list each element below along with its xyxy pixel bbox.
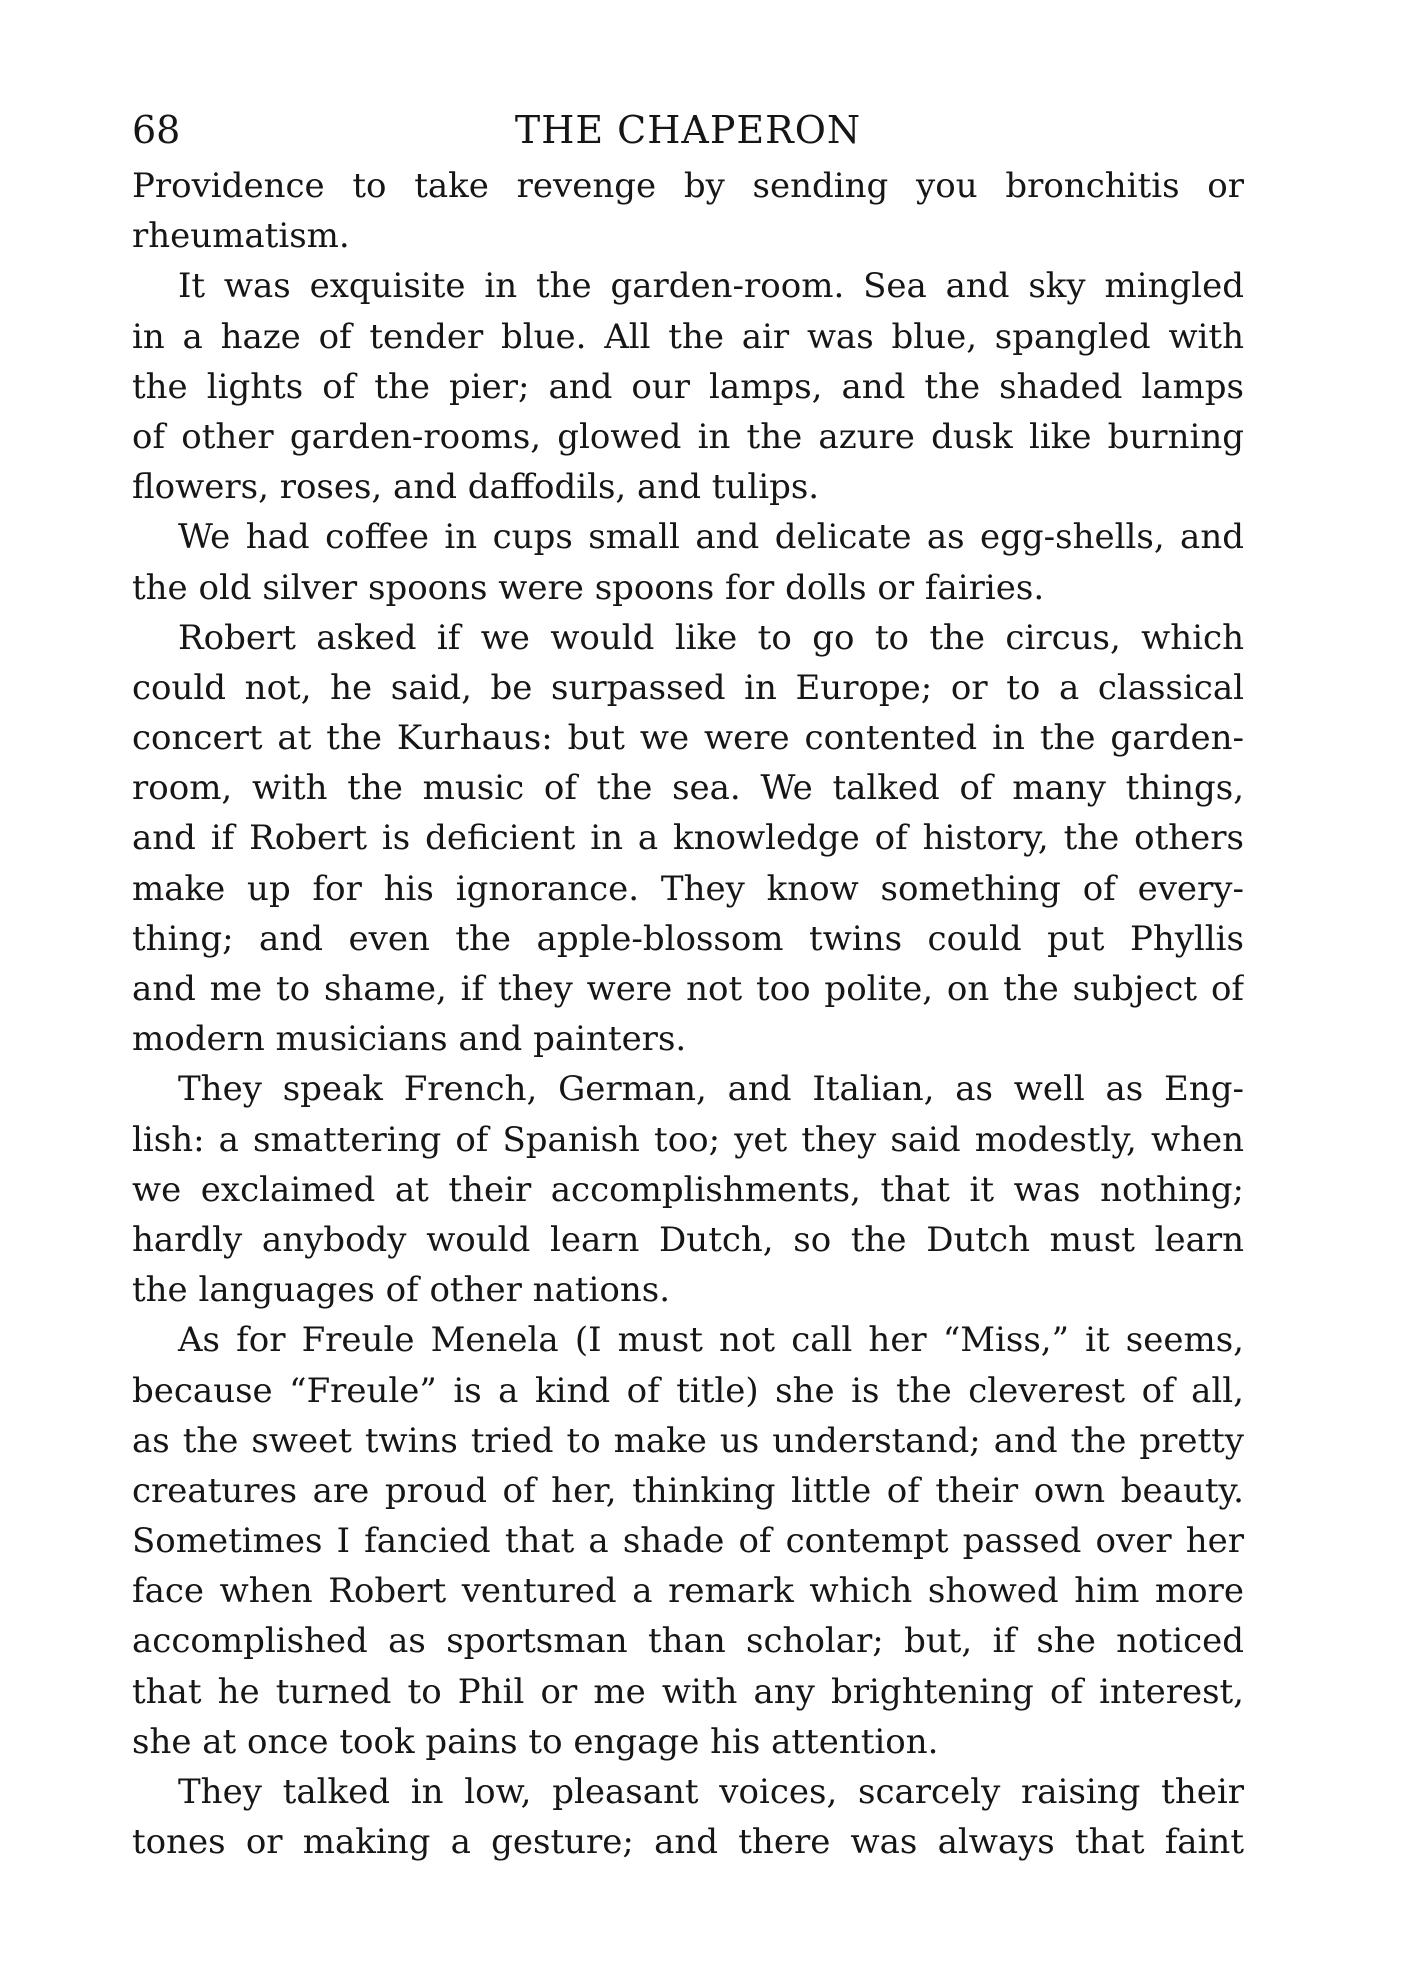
text-line: face when Robert ventured a remark which showed him more bbox=[132, 1571, 1244, 1612]
text-line: and if Robert is deficient in a knowledge of history, the others bbox=[132, 818, 1244, 859]
text-line: make up for his ignorance. They know something of every- bbox=[132, 868, 1244, 909]
text-line: accomplished as sportsman than scholar; but, if she noticed bbox=[132, 1621, 1244, 1662]
text-line: that he turned to Phil or me with any brightening of interest, bbox=[132, 1671, 1244, 1712]
text-line: They talked in low, pleasant voices, scarcely raising their bbox=[178, 1772, 1244, 1812]
text-line: They speak French, German, and Italian, as well as Eng- bbox=[178, 1069, 1244, 1110]
text-line: concert at the Kurhaus: but we were contented in the garden- bbox=[132, 718, 1244, 759]
text-line: in a haze of tender blue. All the air was blue, spangled with bbox=[132, 316, 1244, 357]
page-header bbox=[132, 102, 1244, 158]
text-line: room, with the music of the sea. We talked of many things, bbox=[132, 768, 1244, 809]
text-line: she at once took pains to engage his attention. bbox=[132, 1721, 939, 1762]
text-line: the old silver spoons were spoons for dolls or fairies. bbox=[132, 567, 1045, 608]
text-line: because “Freule” is a kind of title) she is the cleverest of all, bbox=[132, 1370, 1244, 1411]
text-line: the languages of other nations. bbox=[132, 1270, 671, 1311]
text-line: as the sweet twins tried to make us understand; and the pretty bbox=[132, 1420, 1244, 1461]
text-line: As for Freule Menela (I must not call her “Miss,” it seems, bbox=[178, 1320, 1244, 1361]
text-line: could not, he said, be surpassed in Europe; or to a classical bbox=[132, 667, 1244, 708]
text-line: and me to shame, if they were not too polite, on the subject of bbox=[132, 969, 1244, 1009]
text-line: of other garden-rooms, glowed in the azure dusk like burning bbox=[132, 416, 1244, 457]
text-line: Sometimes I fancied that a shade of contempt passed over her bbox=[132, 1521, 1244, 1562]
text-line: the lights of the pier; and our lamps, and the shaded lamps bbox=[132, 366, 1244, 407]
text-line: tones or making a gesture; and there was always that faint bbox=[132, 1822, 1244, 1863]
text-line: creatures are proud of her, thinking little of their own beauty. bbox=[132, 1470, 1244, 1511]
text-line: thing; and even the apple-blossom twins could put Phyllis bbox=[132, 918, 1244, 959]
text-line: lish: a smattering of Spanish too; yet they said modestly, when bbox=[132, 1119, 1244, 1160]
text-line: rheumatism. bbox=[132, 216, 350, 257]
text-line: modern musicians and painters. bbox=[132, 1019, 687, 1060]
text-line: Robert asked if we would like to go to the circus, which bbox=[178, 617, 1244, 658]
text-line: we exclaimed at their accomplishments, that it was nothing; bbox=[132, 1169, 1244, 1210]
text-line: Providence to take revenge by sending you bronchitis or bbox=[132, 166, 1244, 206]
text-line: We had coffee in cups small and delicate as egg-shells, and bbox=[178, 517, 1244, 558]
text-line: hardly anybody would learn Dutch, so the Dutch must learn bbox=[132, 1219, 1244, 1260]
body-text bbox=[132, 161, 1244, 1867]
text-line: flowers, roses, and daffodils, and tulips. bbox=[132, 467, 820, 508]
text-line: It was exquisite in the garden-room. Sea and sky mingled bbox=[178, 266, 1244, 307]
page-number: 68 bbox=[132, 108, 181, 152]
running-title: THE CHAPERON bbox=[514, 108, 862, 152]
